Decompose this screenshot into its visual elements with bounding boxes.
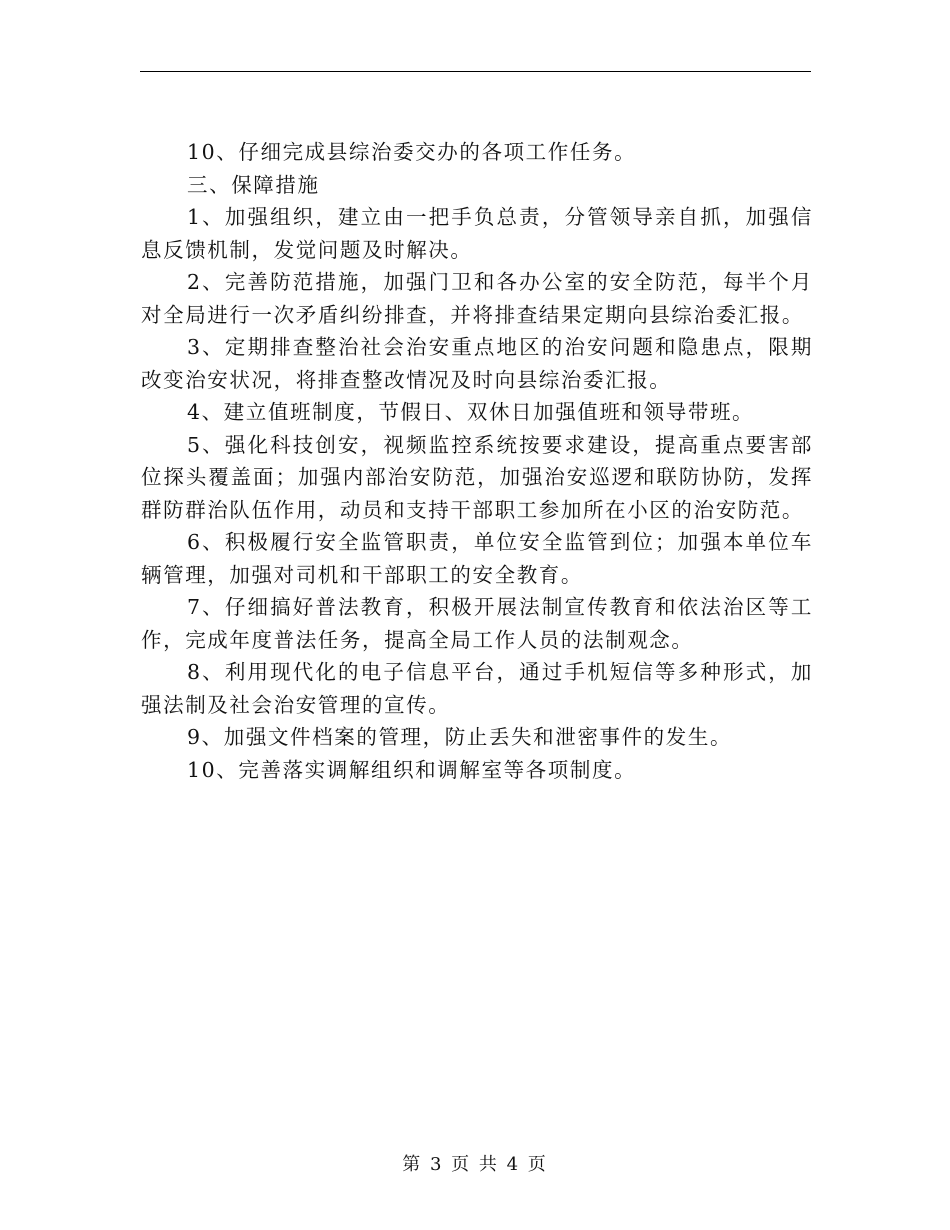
paragraph-measure-2: 2、完善防范措施，加强门卫和各办公室的安全防范，每半个月对全局进行一次矛盾纠纷排查，并将排查结果定期向县综治委汇报。 bbox=[141, 270, 813, 327]
paragraph-measure-4: 4、建立值班制度，节假日、双休日加强值班和领导带班。 bbox=[187, 400, 755, 424]
paragraph-measure-7: 7、仔细搞好普法教育，积极开展法制宣传教育和依法治区等工作，完成年度普法任务，提高全局工作人员的法制观念。 bbox=[141, 595, 813, 652]
paragraph-measure-6: 6、积极履行安全监管职责，单位安全监管到位；加强本单位车辆管理，加强对司机和干部职工的安全教育。 bbox=[141, 530, 813, 587]
paragraph-measure-1: 1、加强组织，建立由一把手负总责，分管领导亲自抓，加强信息反馈机制，发觉问题及时解决。 bbox=[141, 205, 813, 262]
header-rule bbox=[140, 71, 811, 72]
paragraph-measure-3: 3、定期排查整治社会治安重点地区的治安问题和隐患点，限期改变治安状况，将排查整改情况及时向县综治委汇报。 bbox=[141, 335, 813, 392]
paragraph-measure-9: 9、加强文件档案的管理，防止丢失和泄密事件的发生。 bbox=[187, 725, 733, 749]
page-number-footer: 第 3 页 共 4 页 bbox=[402, 1154, 548, 1175]
section-heading-safeguards: 三、保障措施 bbox=[187, 172, 320, 197]
paragraph-measure-5: 5、强化科技创安，视频监控系统按要求建设，提高重点要害部位探头覆盖面；加强内部治安防范，加强治安巡逻和联防协防，发挥群防群治队伍作用，动员和支持干部职工参加所在小区的治安防范。 bbox=[141, 432, 813, 522]
paragraph-measure-10: 10、完善落实调解组织和调解室等各项制度。 bbox=[187, 757, 637, 782]
paragraph-measure-8: 8、利用现代化的电子信息平台，通过手机短信等多种形式，加强法制及社会治安管理的宣传。 bbox=[141, 660, 813, 717]
paragraph-task-10: 10、仔细完成县综治委交办的各项工作任务。 bbox=[187, 140, 637, 164]
document-body bbox=[141, 136, 813, 786]
